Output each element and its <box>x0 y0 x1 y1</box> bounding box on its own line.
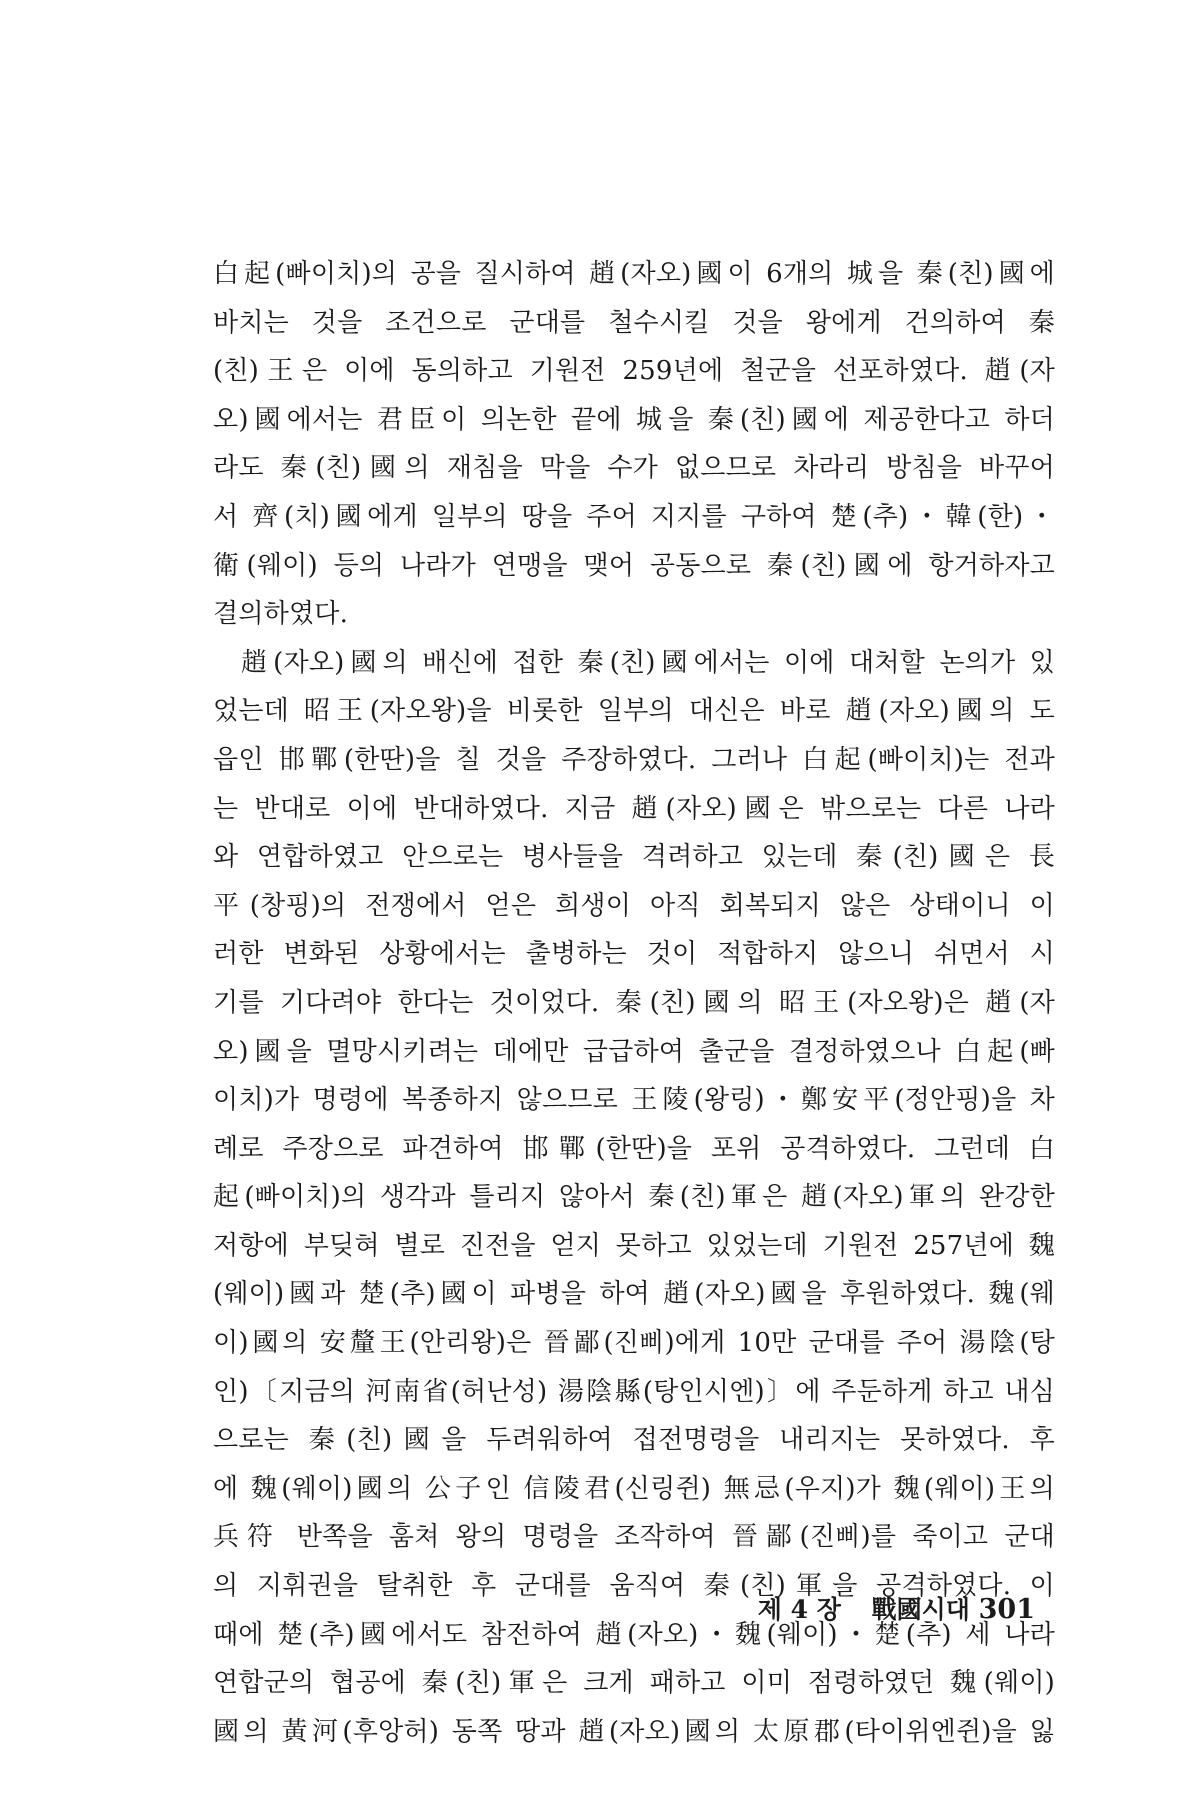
text-line: 서 齊(치)國에게 일부의 땅을 주어 지지를 구하여 楚(추)・韓(한)・ <box>213 501 1055 532</box>
text-line: 러한 변화된 상황에서는 출병하는 것이 적합하지 않으니 쉬면서 시 <box>213 939 1055 970</box>
text-line: 이)國의 安釐王(안리왕)은 晉鄙(진삐)에게 10만 군대를 주어 湯陰(탕 <box>213 1328 1055 1359</box>
paragraph-1 <box>213 250 1055 639</box>
text-line: 으로는 秦(친)國을 두려워하여 접전명령을 내리지는 못하였다. 후 <box>213 1425 1055 1456</box>
text-line: 起(빠이치)의 생각과 틀리지 않아서 秦(친)軍은 趙(자오)軍의 완강한 <box>213 1182 1055 1213</box>
text-line: 결의하였다. <box>213 599 349 630</box>
text-line: 오)國에서는 君臣이 의논한 끝에 城을 秦(친)國에 제공한다고 하더 <box>213 404 1055 435</box>
text-line: 白起(빠이치)의 공을 질시하여 趙(자오)國이 6개의 城을 秦(친)國에 <box>213 259 1055 289</box>
text-line: (웨이)國과 楚(추)國이 파병을 하여 趙(자오)國을 후원하였다. 魏(웨 <box>213 1279 1055 1310</box>
text-line: 兵符 반쪽을 훔쳐 왕의 명령을 조작하여 晉鄙(진삐)를 죽이고 군대 <box>213 1522 1055 1553</box>
text-line: 라도 秦(친)國의 재침을 막을 수가 없으므로 차라리 방침을 바꾸어 <box>213 453 1055 484</box>
text-line: 이치)가 명령에 복종하지 않으므로 王陵(왕링)・鄭安平(정안핑)을 차 <box>213 1085 1055 1116</box>
text-line: 기를 기다려야 한다는 것이었다. 秦(친)國의 昭王(자오왕)은 趙(자 <box>213 987 1055 1018</box>
text-line: 때에 楚(추)國에서도 참전하여 趙(자오)・魏(웨이)・楚(추) 세 나라 <box>213 1619 1055 1650</box>
text-line: 바치는 것을 조건으로 군대를 철수시킬 것을 왕에게 건의하여 秦 <box>213 307 1055 338</box>
section-title: 戰國시대 <box>871 1595 970 1624</box>
text-line: 國의 黃河(후앙허) 동쪽 땅과 趙(자오)國의 太原郡(타이위엔쥔)을 잃 <box>213 1716 1055 1747</box>
paragraph-2 <box>213 639 1055 1757</box>
text-line: 와 연합하였고 안으로는 병사들을 격려하고 있는데 秦(친)國은 長 <box>213 842 1055 873</box>
text-line: 었는데 昭王(자오왕)을 비롯한 일부의 대신은 바로 趙(자오)國의 도 <box>213 696 1055 727</box>
chapter-label: 제 4 장 <box>757 1595 841 1624</box>
text-line: 에 魏(웨이)國의 公子인 信陵君(신링쥔) 無忌(우지)가 魏(웨이)王의 <box>213 1473 1055 1504</box>
text-line: 연합군의 협공에 秦(친)軍은 크게 패하고 이미 점령하였던 魏(웨이) <box>213 1668 1055 1699</box>
text-line: 平(창핑)의 전쟁에서 얻은 희생이 아직 회복되지 않은 상태이니 이 <box>213 890 1055 921</box>
body-text <box>213 250 1055 1756</box>
text-line: 趙(자오)國의 배신에 접한 秦(친)國에서는 이에 대처할 논의가 있 <box>241 647 1055 678</box>
text-line: 례로 주장으로 파견하여 邯鄲(한딴)을 포위 공격하였다. 그런데 白 <box>213 1133 1055 1164</box>
text-line: 인)〔지금의 河南省(허난성) 湯陰縣(탕인시엔)〕에 주둔하게 하고 내심 <box>213 1376 1055 1407</box>
text-line: 는 반대로 이에 반대하였다. 지금 趙(자오)國은 밖으로는 다른 나라 <box>213 793 1055 824</box>
page-number: 301 <box>978 1594 1035 1625</box>
text-line: 오)國을 멸망시키려는 데에만 급급하여 출군을 결정하였으나 白起(빠 <box>213 1036 1055 1067</box>
text-line: 읍인 邯鄲(한딴)을 칠 것을 주장하였다. 그러나 白起(빠이치)는 전과 <box>213 744 1055 775</box>
text-line: 의 지휘권을 탈취한 후 군대를 움직여 秦(친)軍을 공격하였다. 이 <box>213 1571 1055 1602</box>
text-line: (친)王은 이에 동의하고 기원전 259년에 철군을 선포하였다. 趙(자 <box>213 356 1055 387</box>
page-footer <box>758 1590 1035 1626</box>
text-line: 저항에 부딪혀 별로 진전을 얻지 못하고 있었는데 기원전 257년에 魏 <box>213 1230 1055 1261</box>
text-line: 衛(웨이) 등의 나라가 연맹을 맺어 공동으로 秦(친)國에 항거하자고 <box>213 550 1055 581</box>
